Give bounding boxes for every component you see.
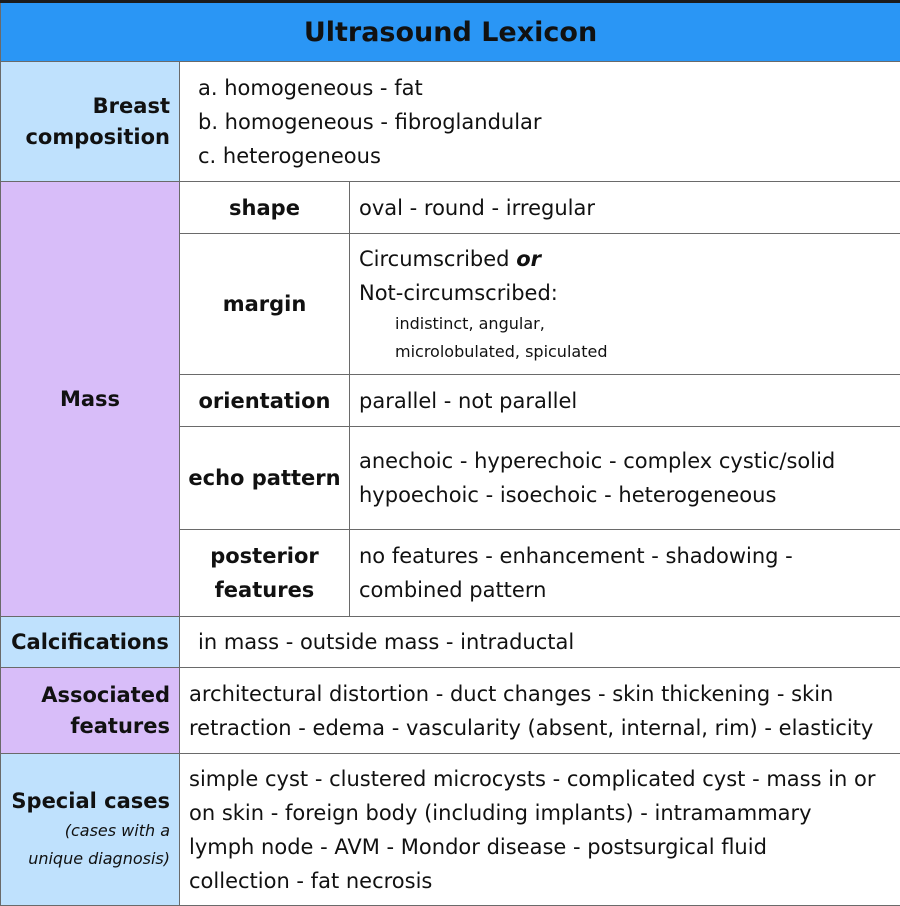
special-cases-note-line1: (cases with a bbox=[1, 817, 179, 845]
associated-features-label-line2: features bbox=[1, 711, 170, 742]
echo-pattern-value bbox=[350, 427, 900, 530]
associated-features-line1: architectural distortion - duct changes - skin thickening - skin bbox=[189, 677, 900, 711]
special-cases-label bbox=[1, 754, 180, 906]
associated-features-line2: retraction - edema - vascularity (absent, internal, rim) - elasticity bbox=[189, 711, 900, 745]
margin-line2: Not-circumscribed: bbox=[359, 276, 900, 310]
posterior-features-label bbox=[180, 530, 350, 617]
special-cases-line3: lymph node - AVM - Mondor disease - postsurgical fluid bbox=[189, 830, 900, 864]
orientation-value: parallel - not parallel bbox=[350, 375, 900, 427]
echo-pattern-line2: hypoechoic - isoechoic - heterogeneous bbox=[359, 478, 900, 512]
breast-composition-label-line2: composition bbox=[1, 122, 170, 153]
posterior-features-label-line2: features bbox=[180, 573, 349, 607]
table-title: Ultrasound Lexicon bbox=[1, 2, 900, 62]
composition-option-b: b. homogeneous - fibroglandular bbox=[198, 105, 900, 139]
echo-pattern-line1: anechoic - hyperechoic - complex cystic/solid bbox=[359, 444, 900, 478]
margin-value bbox=[350, 234, 900, 375]
posterior-features-line1: no features - enhancement - shadowing - bbox=[359, 539, 900, 573]
margin-or: or bbox=[516, 247, 541, 271]
associated-features-value bbox=[180, 668, 900, 754]
mass-label: Mass bbox=[1, 182, 180, 617]
special-cases-value bbox=[180, 754, 900, 906]
special-cases-note-line2: unique diagnosis) bbox=[1, 845, 179, 873]
breast-composition-values bbox=[180, 62, 900, 182]
breast-composition-label bbox=[1, 62, 180, 182]
posterior-features-label-line1: posterior bbox=[180, 539, 349, 573]
special-cases-line1: simple cyst - clustered microcysts - complicated cyst - mass in or bbox=[189, 762, 900, 796]
special-cases-line2: on skin - foreign body (including implants) - intramammary bbox=[189, 796, 900, 830]
orientation-label: orientation bbox=[180, 375, 350, 427]
margin-line1 bbox=[359, 242, 900, 276]
margin-label: margin bbox=[180, 234, 350, 375]
calcifications-label: Calcifications bbox=[1, 617, 180, 668]
composition-option-c: c. heterogeneous bbox=[198, 139, 900, 173]
associated-features-label-line1: Associated bbox=[1, 680, 170, 711]
echo-pattern-label: echo pattern bbox=[180, 427, 350, 530]
posterior-features-line2: combined pattern bbox=[359, 573, 900, 607]
shape-label: shape bbox=[180, 182, 350, 234]
special-cases-line4: collection - fat necrosis bbox=[189, 864, 900, 898]
special-cases-title: Special cases bbox=[1, 786, 179, 817]
posterior-features-value bbox=[350, 530, 900, 617]
composition-option-a: a. homogeneous - fat bbox=[198, 71, 900, 105]
calcifications-value: in mass - outside mass - intraductal bbox=[180, 617, 900, 668]
shape-value: oval - round - irregular bbox=[350, 182, 900, 234]
margin-sub1: indistinct, angular, bbox=[359, 310, 900, 338]
associated-features-label bbox=[1, 668, 180, 754]
margin-sub2: microlobulated, spiculated bbox=[359, 338, 900, 366]
breast-composition-label-line1: Breast bbox=[1, 91, 170, 122]
margin-circumscribed: Circumscribed bbox=[359, 247, 516, 271]
